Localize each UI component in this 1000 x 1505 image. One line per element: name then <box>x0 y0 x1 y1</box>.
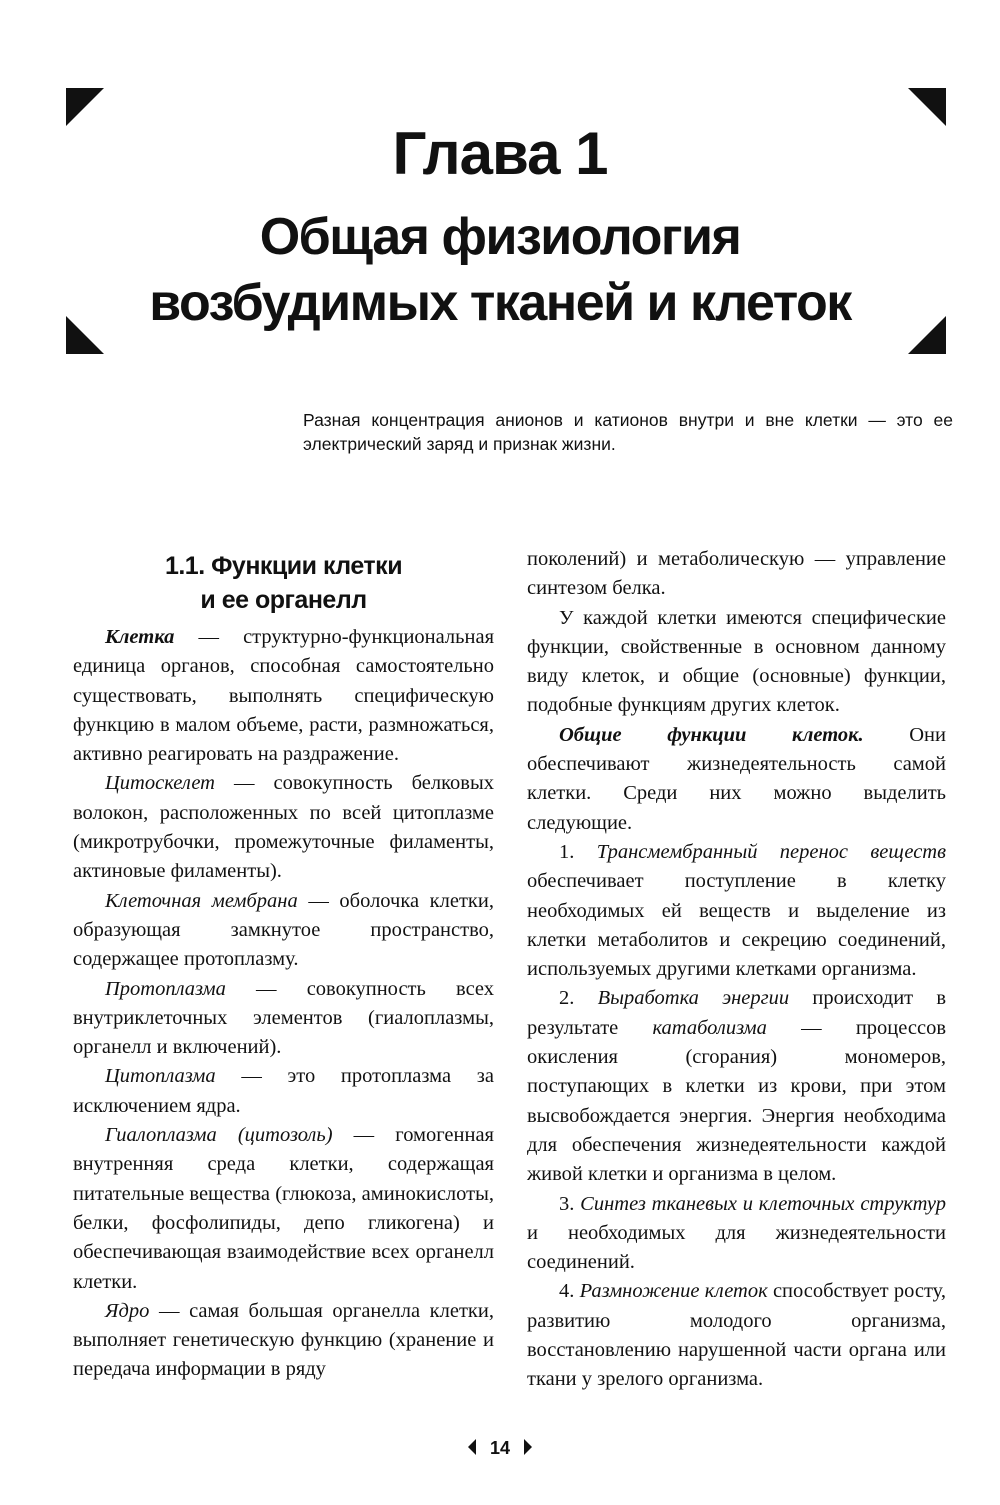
text-energy-production-a: происходит в результате <box>527 987 947 1039</box>
left-column <box>73 545 494 1385</box>
paragraph-specific-functions: У каждой клетки имеются специфические функции, свойственные в основном данному виду клеток, и общие (основные) функции, подобные функциям других клеток. <box>527 606 946 717</box>
term-synthesis: Синтез тканевых и клеточных структур <box>580 1192 946 1215</box>
page-number: 14 <box>489 1438 511 1458</box>
list-number: 3. <box>559 1192 581 1215</box>
text-synthesis: и необходимых для жизнедеятельности соединений. <box>527 1221 946 1274</box>
chapter-title-line-2: возбудимых тканей и клеток <box>149 274 851 332</box>
term-protoplasm: Протоплазма <box>105 977 226 1000</box>
paragraph-general-functions <box>527 721 946 838</box>
term-cytoplasm: Цитоплазма <box>105 1065 216 1088</box>
list-number: 2. <box>559 987 598 1010</box>
section-title-line-2: и ее органелл <box>200 586 367 614</box>
section-title-line-1: 1.1. Функции клетки <box>164 552 403 580</box>
list-item-synthesis <box>527 1190 946 1278</box>
list-item-energy-production <box>527 984 946 1189</box>
page-footer <box>0 1438 1000 1459</box>
term-hyaloplasm: Гиалоплазма (цитозоль) <box>105 1124 333 1147</box>
chapter-number: Глава 1 <box>392 120 608 187</box>
definition-nucleus: — самая большая органелла клетки, выполняет генетическую функцию (хранение и передача информации в ряду <box>73 1299 494 1381</box>
term-cell: Клетка <box>105 626 175 648</box>
term-catabolism: катаболизма <box>652 1016 767 1039</box>
epigraph: Разная концентрация анионов и катионов внутри и вне клетки — это ее электрический заряд и признак жизни. <box>303 410 953 454</box>
text-general-functions: Они обеспечивают жизнедеятельность самой клетки. Среди них можно выделить следующие. <box>527 723 946 834</box>
term-transmembrane-transport: Трансмембранный перенос веществ <box>596 840 947 863</box>
paragraph-cell <box>73 623 494 769</box>
paragraph-cell-membrane <box>73 887 494 975</box>
paragraph-continuation: поколений) и метаболическую — управление синтезом белка. <box>527 548 946 600</box>
list-item-reproduction <box>527 1277 946 1394</box>
paragraph-cytoskeleton <box>73 769 494 886</box>
text-reproduction: способствует росту, развитию молодого организма, восстановлению нарушенной части органа или ткани у зрелого организма. <box>527 1280 946 1391</box>
paragraph-nucleus <box>73 1297 494 1385</box>
chapter-title-line-1: Общая физиология <box>259 208 741 266</box>
definition-cell: — структурно-функциональная единица органов, способная самостоятельно существовать, выполнять специфическую функцию в малом объеме, расти, размножаться, активно реагировать на раздражение. <box>73 626 494 766</box>
term-cell-membrane: Клеточная мембрана <box>105 889 298 912</box>
term-reproduction: Размножение клеток <box>579 1280 768 1303</box>
term-nucleus: Ядро <box>105 1299 150 1322</box>
paragraph-cytoplasm <box>73 1062 494 1121</box>
text-energy-production-b: — процессов окисления (сгорания) мономеров, поступающих в клетки из крови, при этом высвобождается энергия. Энергия необходима для обеспечения жизнедеятельности каждой живой клетки и организма в целом. <box>527 1016 946 1186</box>
definition-protoplasm: — совокупность всех внутриклеточных элементов (гиалоплазмы, органелл и включений). <box>73 977 494 1059</box>
term-cytoskeleton: Цитоскелет <box>105 772 215 795</box>
section-title <box>73 545 494 617</box>
list-item-transmembrane-transport <box>527 838 946 984</box>
definition-cytoplasm: — это протоплазма за исключением ядра. <box>73 1065 494 1117</box>
text-transmembrane-transport: обеспечивает поступление в клетку необходимых ей веществ и выделение из клетки метаболитов и секрецию соединений, используемых другими клетками организма. <box>527 870 946 981</box>
paragraph-protoplasm <box>73 975 494 1063</box>
list-number: 1. <box>559 840 597 863</box>
right-column <box>527 545 946 1395</box>
list-number: 4. <box>559 1280 580 1303</box>
chapter-title <box>0 204 1000 336</box>
previous-page-arrow-icon[interactable] <box>468 1439 476 1455</box>
definition-cytoskeleton: — совокупность белковых волокон, расположенных по всей цитоплазме (микротрубочки, промежуточные филаменты, актиновые филаменты). <box>73 772 494 883</box>
definition-cell-membrane: — оболочка клетки, образующая замкнутое пространство, содержащее протоплазму. <box>73 889 494 971</box>
next-page-arrow-icon[interactable] <box>524 1439 532 1455</box>
term-energy-production: Выработка энергии <box>597 987 790 1010</box>
paragraph-hyaloplasm <box>73 1121 494 1297</box>
definition-hyaloplasm: — гомогенная внутренняя среда клетки, содержащая питательные вещества (глюкоза, аминокислоты, белки, фосфолипиды, депо гликогена) и обеспечивающая взаимодействие всех органелл клетки. <box>73 1124 494 1293</box>
term-general-functions: Общие функции клеток. <box>559 723 864 746</box>
